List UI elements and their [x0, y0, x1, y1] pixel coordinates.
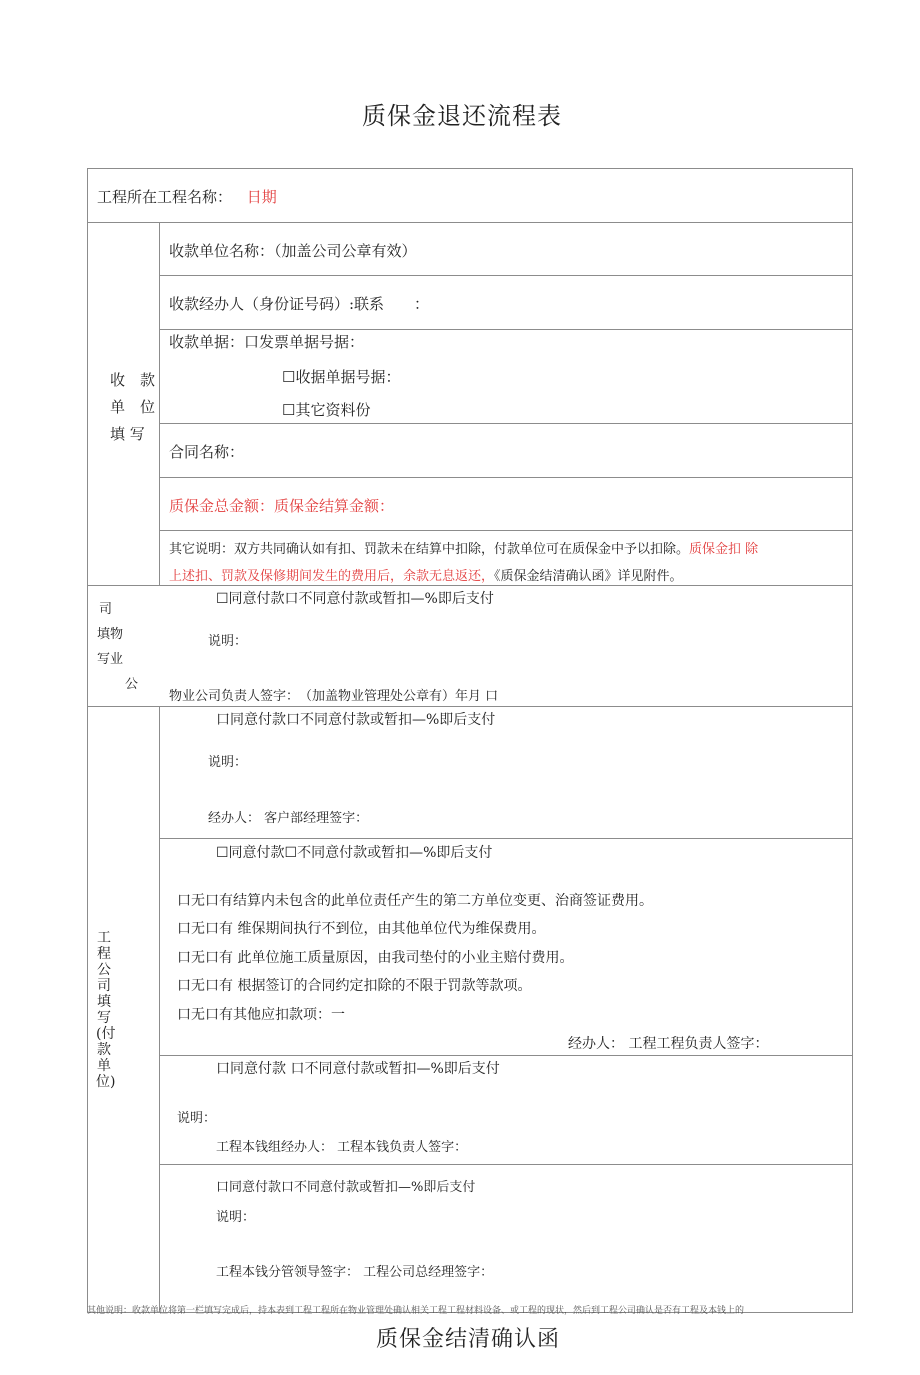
company-deduction-item: 口无口有 此单位施工质量原因，由我司垫付的小业主赔付费用。: [177, 950, 574, 966]
project-row: [97, 186, 277, 207]
confirmation-letter-title: 质保金结清确认函: [376, 1327, 561, 1352]
company-side-label: 工程公司填写(付款单位): [96, 930, 116, 1090]
company-block1-consent: 口同意付款口不同意付款或暂扣—%即后支付: [216, 712, 496, 728]
row-divider: [87, 585, 853, 586]
table-top-border: [87, 168, 853, 169]
company-deduction-item: 口无口有结算内未包含的此单位责任产生的第二方单位变更、治商签证费用。: [177, 893, 653, 909]
company-block2-consent: ☐同意付款☐不同意付款或暂扣—%即后支付: [216, 845, 493, 861]
company-block4-explain: 说明：: [216, 1210, 256, 1225]
payee-note-text: 其它说明：双方共同确认如有扣、罚款未在结算中扣除，付款单位可在质保金中予以扣除。: [169, 542, 690, 557]
payee-note-red-2: 上述扣、罚款及保修期间发生的费用后，余款无息返还，: [169, 569, 495, 584]
date-label: 日期: [246, 188, 277, 206]
footnote: 其他说明：收款单位将第一栏填写完成后，持本表到工程工程所在物业管理处确认相关工程工程材料设备、或工程的现状，然后到工程公司确认是否有工程及本钱上的: [87, 1306, 745, 1316]
payee-note-red-1: 质保金扣 除: [689, 542, 759, 557]
row-divider: [159, 477, 853, 478]
payee-side-label-1: 收 款: [110, 371, 156, 389]
company-block1-explain: 说明：: [208, 755, 248, 770]
table-left-border: [87, 168, 88, 1313]
payee-doc-other: ☐其它资料份: [282, 401, 371, 419]
payee-amount: 质保金总金额：质保金结算金额：: [169, 497, 395, 515]
row-divider: [159, 838, 853, 839]
company-block3-consent: 口同意付款 口不同意付款或暂扣—%即后支付: [216, 1061, 500, 1077]
company-deduction-item: 口无口有其他应扣款项：一: [177, 1007, 345, 1023]
row-divider: [159, 1164, 853, 1165]
row-divider: [159, 275, 853, 276]
payee-doc-receipt: ☐收据单据号据：: [282, 368, 401, 386]
row-divider: [159, 329, 853, 330]
payee-handler: 收款经办人（身份证号码）:联系 ：: [169, 295, 430, 313]
company-block1-sign: 经办人： 客户部经理签字：: [208, 811, 369, 826]
property-sign: 物业公司负责人签字： （加盖物业管理处公章有）年月 口: [169, 689, 499, 704]
row-divider: [87, 706, 853, 707]
payee-note-line1: [169, 538, 758, 557]
payee-note-text-2: 《质保金结清确认函》详见附件。: [494, 569, 683, 584]
property-side-label-4: 公: [125, 677, 139, 692]
row-divider: [159, 423, 853, 424]
property-side-label-3: 写业: [97, 652, 124, 667]
row-divider: [159, 1055, 853, 1056]
payee-side-label-3: 填 写: [110, 425, 145, 443]
payee-contract-name: 合同名称：: [169, 443, 245, 461]
company-block2-sign: 经办人： 工程工程负责人签字：: [568, 1036, 769, 1052]
page-title: 质保金退还流程表: [362, 102, 562, 130]
company-block4-sign: 工程本钱分管领导签字： 工程公司总经理签字：: [216, 1265, 494, 1280]
row-divider: [87, 222, 853, 223]
company-block3-explain: 说明：: [177, 1111, 217, 1126]
company-block4-consent: 口同意付款口不同意付款或暂扣—%即后支付: [216, 1180, 476, 1195]
project-name-label: 工程所在工程名称：: [97, 188, 233, 206]
payee-unit-name: 收款单位名称：（加盖公司公章有效）: [169, 242, 417, 260]
property-consent: ☐同意付款口不同意付款或暂扣—%即后支付: [216, 591, 494, 607]
company-deduction-item: 口无口有 根据签订的合同约定扣除的不限于罚款等款项。: [177, 978, 532, 994]
property-explain: 说明：: [208, 634, 248, 649]
company-deduction-item: 口无口有 维保期间执行不到位，由其他单位代为维保费用。: [177, 921, 546, 937]
property-side-label-1: 司: [99, 602, 113, 617]
company-block3-sign: 工程本钱组经办人： 工程本钱负责人签字：: [216, 1140, 468, 1155]
payee-doc-invoice: 收款单据：口发票单据号据：: [169, 333, 365, 351]
column-divider-company: [159, 706, 160, 1312]
payee-side-label-2: 单 位: [110, 398, 156, 416]
property-side-label-2: 填物: [97, 627, 124, 642]
row-divider: [159, 530, 853, 531]
payee-note-line2: [169, 565, 683, 584]
table-right-border: [852, 168, 853, 1313]
